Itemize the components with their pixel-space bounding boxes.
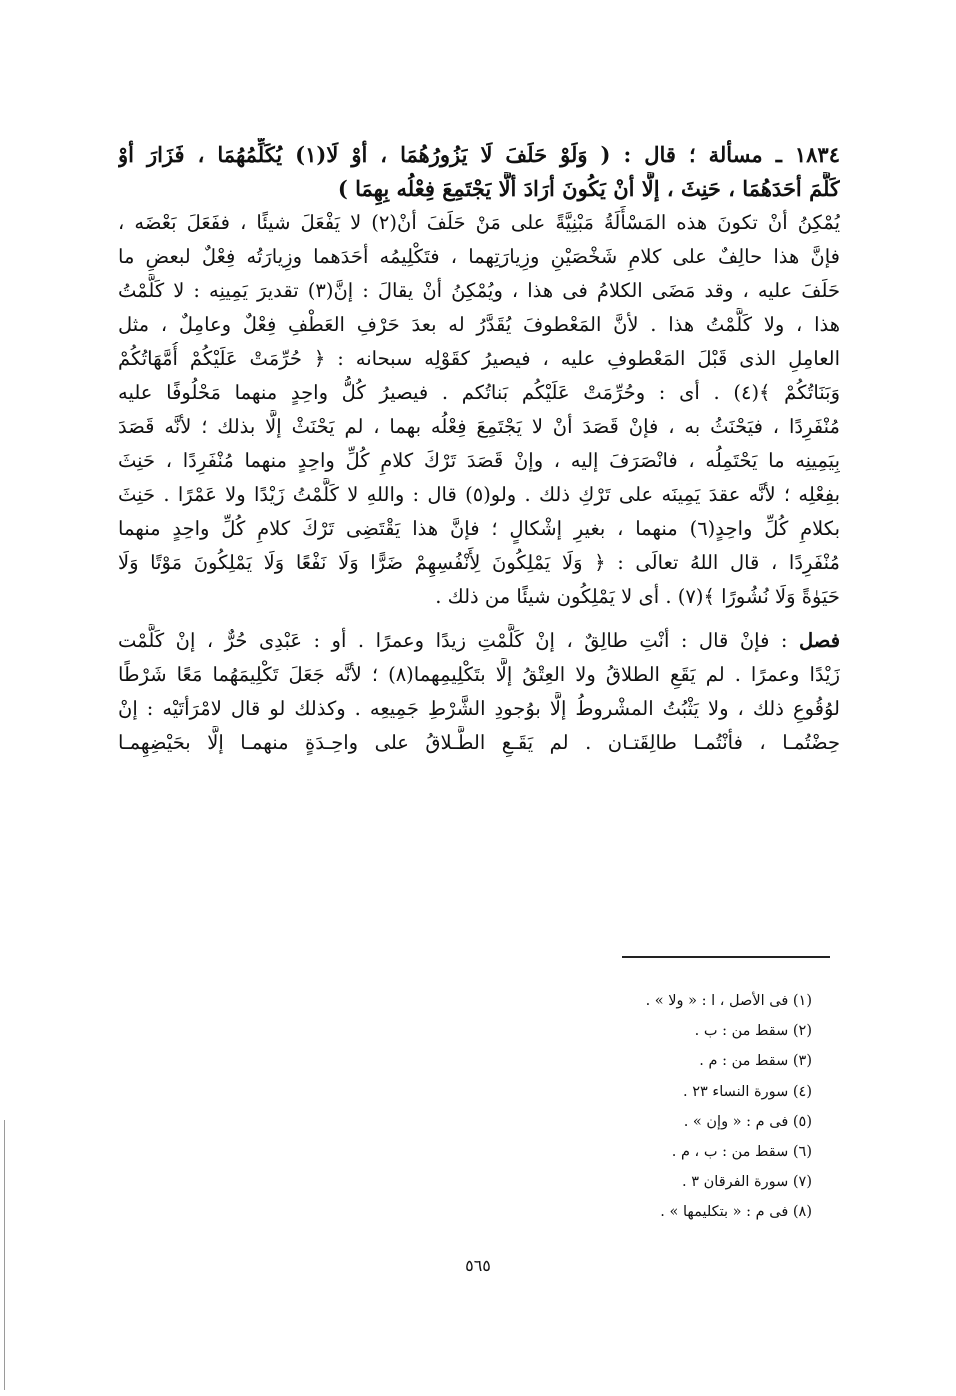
page-edge-line	[4, 1120, 5, 1390]
paragraph-line	[118, 624, 840, 658]
footnote: (٢) سقط من : ب .	[694, 1023, 812, 1040]
paragraph-line: زَيْدًا وعمرًا . لم يَقَعِ الطلاقُ ولا العِتْقُ إلَّا بتَكْلِيمِهما(٨) ؛ لأنَّه جَعَلَ تَكْلِيمَهُما مَعًا شَرْطًا	[118, 663, 840, 686]
paragraph-line: فإنَّ هذا حالِفٌ على كلامِ شَخْصَيْنِ وزِيارَتِهما ، فتَكْلِيمُه أحَدَهما وزِيارَتُه فِعْلٌ لبعضِ ما	[118, 245, 840, 268]
footnote: (٨) فى م : « بتكليمها » .	[660, 1204, 812, 1221]
footnote: (٤) سورة النساء ٢٣ .	[683, 1083, 812, 1100]
paragraph-line: مُنْفَرِدًا ، فيَحْنَثُ به ، فإنْ قَصَدَ أنْ لا يَجْتَمِعَ فِعْلُه بهما ، لم يَحْنَثْ إلَّا بذلك ؛ لأنَّه قَصَدَ	[118, 415, 840, 438]
paragraph-line: بِيَمِينِه ما يَحْتَمِلُه ، فانْصَرَفَ إليه ، وإنْ قَصَدَ تَرْكَ كلامِ كُلِّ واحِدٍ منهما مُنْفَرِدًا ، حَنِثَ	[118, 449, 840, 472]
paragraph-line: يُمْكِنُ أنْ تكونَ هذه المَسْأَلَةُ مَبْنِيَّةً على مَنْ حَلَفَ أنْ(٢) لا يَفْعَلَ شيئًا ، ففَعَلَ بَعْضَه ،	[118, 211, 840, 234]
paragraph-line: بفِعْلِه ؛ لأنَّه عقدَ يَمِينَه على تَرْكِ ذلك . ولو(٥) قال : واللهِ لا كَلَّمْتُ زَيْدًا ولا عَمْرًا . حَنِثَ	[118, 483, 840, 506]
paragraph-line: حَيَوٰةً وَلَا نُشُورًا ﴾(٧) . أى لا يَمْلِكُون شيئًا من ذلك .	[435, 585, 840, 608]
heading-line: ١٨٣٤ ـ مسألة ؛ قال : ( وَلَوْ حَلَفَ لَا يَزُورُهُمَا ، أوْ لَا(١) يُكَلِّمُهُمَا ، فَزَارَ أوْ	[118, 142, 840, 167]
paragraph-line: وَبَنَاتُكُمْ ﴾(٤) . أى : وحُرِّمَتْ عَلَيْكُم بَناتُكم . فيصيرُ كُلُّ واحِدٍ منهما مَحْلُوفًا عليه	[118, 381, 840, 404]
paragraph-line: لوُقُوعِ ذلك ، ولا يَثْبُتُ المشْروطُ إلَّا بوُجودِ الشَّرْطِ جَمِيعِه . وكذلك لو قال لامْرَأتَيْه : إنْ	[118, 697, 840, 720]
paragraph-line: مُنْفَرِدًا ، قال اللهُ تعالَى : ﴿ وَلَا يَمْلِكُونَ لِأَنْفُسِهِمْ ضَرًّا وَلَا نَفْعًا وَلَا يَمْلِكُونَ مَوْتًا وَلَا	[118, 551, 840, 574]
footnote-separator	[622, 956, 830, 958]
paragraph-line: حِضْتُمـا ، فأنْتُمـا طالِقَتـان . لم يَقَـعِ الطَّـلاقُ على واحِـدَةٍ منهمـا إلَّا بحَيْضِهِمـا	[118, 731, 840, 754]
footnote: (١) فى الأصل ، ا : « ولا » .	[645, 993, 812, 1009]
paragraph-line: حَلَفَ عليه ، وقد مَضَى الكلامُ فى هذا ، ويُمْكِنُ أنْ يقالَ : إنَّ(٣) تقديرَ يَمِينِه : لا كَلَّمْتُ	[118, 279, 840, 302]
paragraph-line: بكلامِ كُلِّ واحِدٍ(٦) منهما ، بغيرِ إشْكالٍ ؛ فإنَّ هذا يَقْتَضِى تَرْكَ كلامِ كُلِّ واحِدٍ منهما	[118, 517, 840, 540]
footnotes	[380, 986, 812, 1228]
footnote: (٦) سقط من : ب ، م .	[671, 1144, 812, 1161]
page-number: ٥٦٥	[465, 1256, 491, 1275]
heading-line: كَلَّمَ أحَدَهُمَا ، حَنِثَ ، إلَّا أنْ يَكُونَ أرَادَ ألَّا يَجْتَمِعَ فِعْلُه بِهِمَا )	[337, 176, 840, 201]
page-body	[118, 138, 840, 760]
paragraph-text: : فإنْ قال : أنْتِ طالِقٌ ، إنْ كَلَّمْتِ زيدًا وعمرًا . أو : عَبْدِى حُرٌّ ، إنْ كَلَّمْت	[118, 629, 788, 652]
footnote: (٣) سقط من : م .	[699, 1053, 812, 1070]
paragraph-gap	[118, 614, 840, 624]
footnote: (٥) فى م : « وإن » .	[683, 1113, 812, 1130]
section-label: فصل	[799, 629, 840, 652]
paragraph-line: هذا ، ولا كَلَّمْتُ هذا . لأنَّ المَعْطوفَ يُقَدَّرُ له بعدَ حَرْفِ العَطْفِ فِعْلٌ وعامِلٌ ، مثل	[118, 313, 840, 336]
footnote: (٧) سورة الفرقان ٣ .	[682, 1174, 812, 1191]
paragraph-line: العامِلِ الذى قَبْلَ المَعْطوفِ عليه ، فيصيرُ كقَوْلِه سبحانه : ﴿ حُرِّمَتْ عَلَيْكُمْ أُمَّهَاتُكُمْ	[118, 347, 840, 370]
